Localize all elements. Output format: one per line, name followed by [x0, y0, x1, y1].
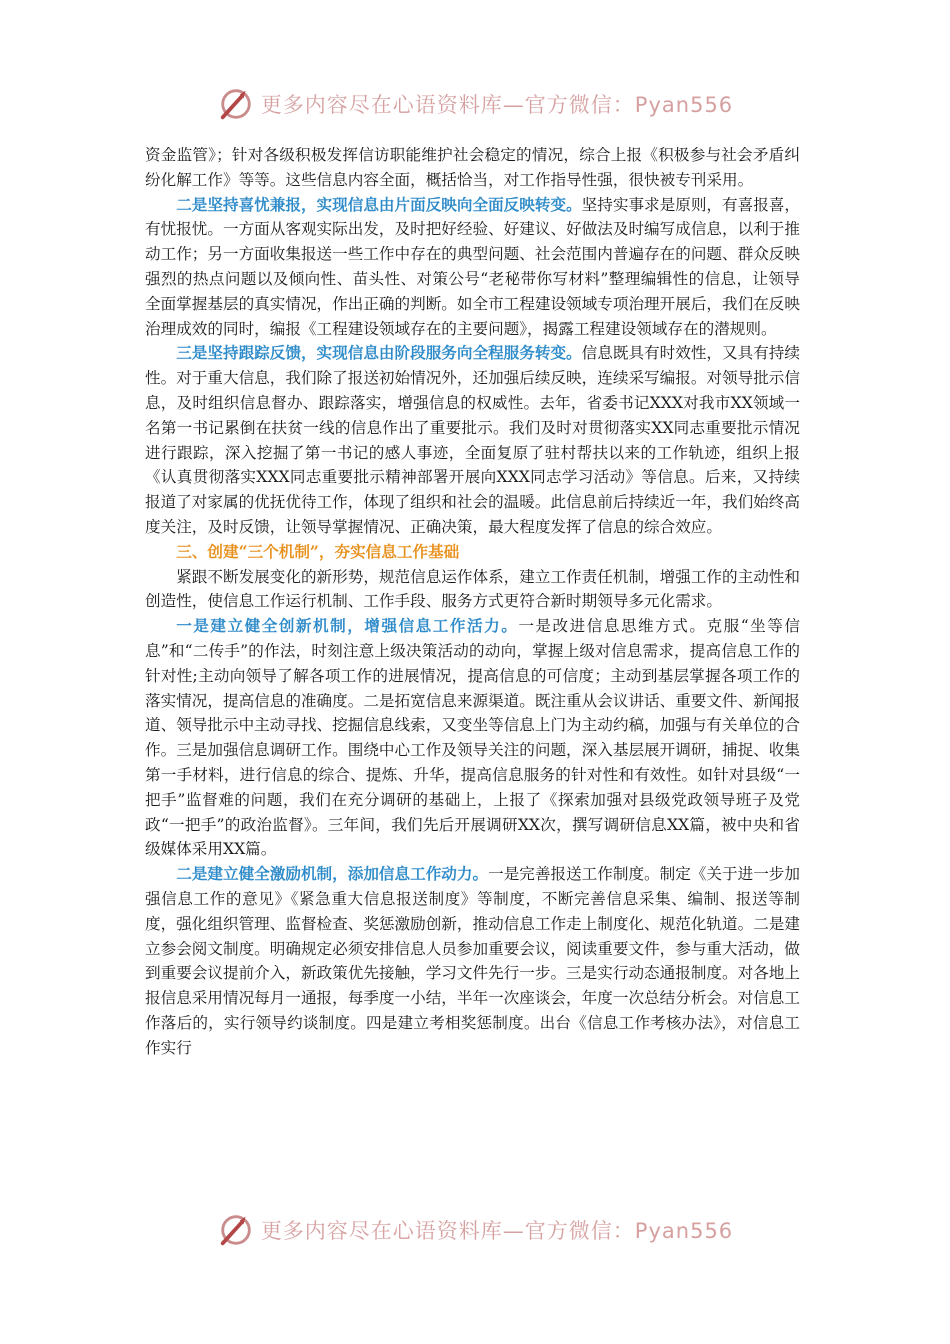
- banner-text: 更多内容尽在心语资料库—官方微信：Pyan556: [260, 1219, 734, 1243]
- banner-text: 更多内容尽在心语资料库—官方微信：Pyan556: [260, 93, 734, 117]
- paragraph: [145, 614, 800, 862]
- paragraph-text: 紧跟不断发展变化的新形势，规范信息运作体系，建立工作责任机制，增强工作的主动性和创造性，使信息工作运行机制、工作手段、服务方式更符合新时期领导多元化需求。: [145, 567, 800, 611]
- paragraph-lead: 二是建立健全激励机制，添加信息工作动力。: [176, 864, 489, 884]
- paragraph-text: 坚持实事求是原则，有喜报喜，有忧报忧。一方面从客观实际出发，及时把好经验、好建议、好做法及时编写成信息，以利于推动工作；另一方面收集报送一些工作中存在的典型问题、社会范围内普遍存在的问题、群众反映强烈的热点问题以及倾向性、苗头性、对策公号“老秘带你写材料”整理编辑性的信息，让领导全面掌握基层的真实情况，作出正确的判断。如全市工程建设领域专项治理开展后，我们在反映治理成效的同时，编报《工程建设领域存在的主要问题》，揭露工程建设领域存在的潜规则。: [145, 195, 800, 338]
- paragraph-lead: 一是建立健全创新机制，增强信息工作活力。: [176, 616, 519, 636]
- pen-swirl-logo-icon: [217, 85, 255, 123]
- paragraph-lead: 三是坚持跟踪反馈，实现信息由阶段服务向全程服务转变。: [176, 343, 582, 363]
- pen-swirl-logo-icon: [217, 1211, 255, 1249]
- section-heading: 三、创建“三个机制”，夯实信息工作基础: [176, 541, 460, 561]
- header-banner: [0, 84, 950, 124]
- paragraph: [145, 143, 800, 193]
- document-body: [145, 143, 800, 1060]
- paragraph: [145, 193, 800, 342]
- paragraph-text: 信息既具有时效性，又具有持续性。对于重大信息，我们除了报送初始情况外，还加强后续反映，连续采写编报。对领导批示信息，及时组织信息督办、跟踪落实，增强信息的权威性。去年，省委书记XXX对我市XX领域一名第一书记累倒在扶贫一线的信息作出了重要批示。我们及时对贯彻落实XX同志重要批示情况进行跟踪，深入挖掘了第一书记的感人事迹，全面复原了驻村帮扶以来的工作轨迹，组织上报《认真贯彻落实XXX同志重要批示精神部署开展向XXX同志学习活动》等信息。后来，又持续报道了对家属的优抚优待工作，体现了组织和社会的温暖。此信息前后持续近一年，我们始终高度关注，及时反馈，让领导掌握情况、正确决策，最大程度发挥了信息的综合效应。: [145, 344, 800, 536]
- paragraph: [145, 341, 800, 539]
- paragraph-text: 一是改进信息思维方式。克服“坐等信息”和“二传手”的作法，时刻注意上级决策活动的动向，掌握上级对信息需求，提高信息工作的针对性;主动向领导了解各项工作的进展情况，提高信息的可信度；主动到基层掌握各项工作的落实情况，提高信息的准确度。二是拓宽信息来源渠道。既注重从会议讲话、重要文件、新闻报道、领导批示中主动寻找、挖掘信息线索，又变坐等信息上门为主动约稿，加强与有关单位的合作。三是加强信息调研工作。围绕中心工作及领导关注的问题，深入基层展开调研，捕捉、收集第一手材料，进行信息的综合、提炼、升华，提高信息服务的针对性和有效性。如针对县级“一把手”监督难的问题，我们在充分调研的基础上，上报了《探索加强对县级党政领导班子及党政“一把手”的政治监督》。三年间，我们先后开展调研XX次，撰写调研信息XX篇，被中央和省级媒体采用XX篇。: [145, 617, 800, 859]
- paragraph-text: 资金监管》；针对各级积极发挥信访职能维护社会稳定的情况，综合上报《积极参与社会矛盾纠纷化解工作》等等。这些信息内容全面，概括恰当，对工作指导性强，很快被专刊采用。: [145, 146, 800, 189]
- paragraph: [145, 862, 800, 1060]
- footer-banner: [0, 1210, 950, 1250]
- paragraph-text: 一是完善报送工作制度。制定《关于进一步加强信息工作的意见》《紧急重大信息报送制度》等制度，不断完善信息采集、编制、报送等制度，强化组织管理、监督检查、奖惩激励创新，推动信息工作走上制度化、规范化轨道。二是建立参会阅文制度。明确规定必须安排信息人员参加重要会议，阅读重要文件，参与重大活动，做到重要会议提前介入，新政策优先接触，学习文件先行一步。三是实行动态通报制度。对各地上报信息采用情况每月一通报，每季度一小结，半年一次座谈会，年度一次总结分析会。对信息工作落后的，实行领导约谈制度。四是建立考相奖惩制度。出台《信息工作考核办法》，对信息工作实行: [145, 865, 800, 1057]
- paragraph: [145, 565, 800, 615]
- paragraph-lead: 二是坚持喜忧兼报，实现信息由片面反映向全面反映转变。: [176, 194, 582, 214]
